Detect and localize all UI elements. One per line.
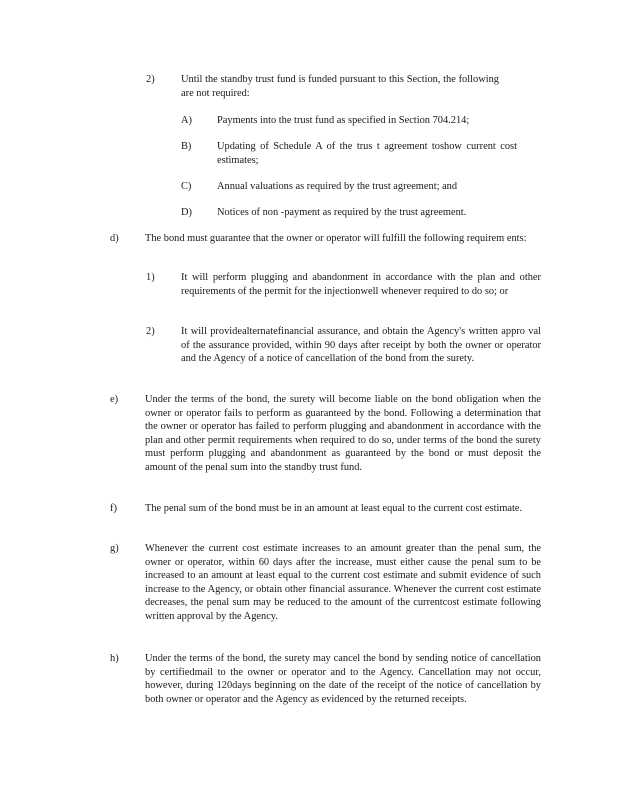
item-text: It will providealternatefinancial assurance, and obtain the Agency's written appro val of the assurance provided, within 90 days after receipt by both the owner or operator and the Agency of a notice of cancellation of the bond from the surety. <box>181 326 544 365</box>
item-text: Payments into the trust fund as specified in Section 704.214; <box>217 115 470 126</box>
section-label: h) <box>110 653 119 664</box>
item-text: Updating of Schedule A of the trus t agreement toshow current cost estimates; <box>217 141 520 166</box>
item-label: D) <box>181 207 192 218</box>
section-text: The bond must guarantee that the owner or operator will fulfill the following requirem ents: <box>145 233 527 244</box>
item-label: B) <box>181 141 192 152</box>
item-label: C) <box>181 181 192 192</box>
section-label: f) <box>110 503 117 514</box>
section-label: d) <box>110 233 119 244</box>
item-label: A) <box>181 115 192 126</box>
section-text: Under the terms of the bond, the surety may cancel the bond by sending notice of cancellation by certifiedmail to the owner or operator and to the Agency. Cancellation may not occur, however, during 120days beginning on the date of the receipt of the notice of cancellation by both owner or operator and the Agency as evidenced by the returned receipts. <box>145 653 544 705</box>
section-label: g) <box>110 543 119 554</box>
item-label: 2) <box>146 326 155 337</box>
item-text: Until the standby trust fund is funded pursuant to this Section, the following are not required: <box>181 74 502 99</box>
item-text: Annual valuations as required by the trust agreement; and <box>217 181 458 192</box>
section-label: e) <box>110 394 119 405</box>
item-label: 1) <box>146 272 155 283</box>
item-text: Notices of non -payment as required by the trust agreement. <box>217 207 467 218</box>
section-text: Under the terms of the bond, the surety will become liable on the bond obligation when the owner or operator fails to perform as guaranteed by the bond. Following a determination that the owner or operator has failed to perform plugging and abandonment in accordance with the plan and other permit requirements when required to do so, under terms of the bond the surety must perform plugging and abandonment as guaranteed by the bond or must deposit the amount of the penal sum into the standby trust fund. <box>145 394 544 473</box>
section-text: Whenever the current cost estimate increases to an amount greater than the penal sum, the owner or operator, within 60 days after the increase, must either cause the penal sum to be increased to an amount at least equal to the current cost estimate and submit evidence of such increase to the Agency, or obtain other financial assurance. Whenever the current cost estimate decreases, the penal sum may be reduced to the amount of the currentcost estimate following written approval by the Agency. <box>145 543 544 622</box>
section-text: The penal sum of the bond must be in an amount at least equal to the current cost estimate. <box>145 503 523 514</box>
item-label: 2) <box>146 74 155 85</box>
item-text: It will perform plugging and abandonment in accordance with the plan and other requirements of the permit for the injectionwell whenever required to do so; or <box>181 272 544 297</box>
